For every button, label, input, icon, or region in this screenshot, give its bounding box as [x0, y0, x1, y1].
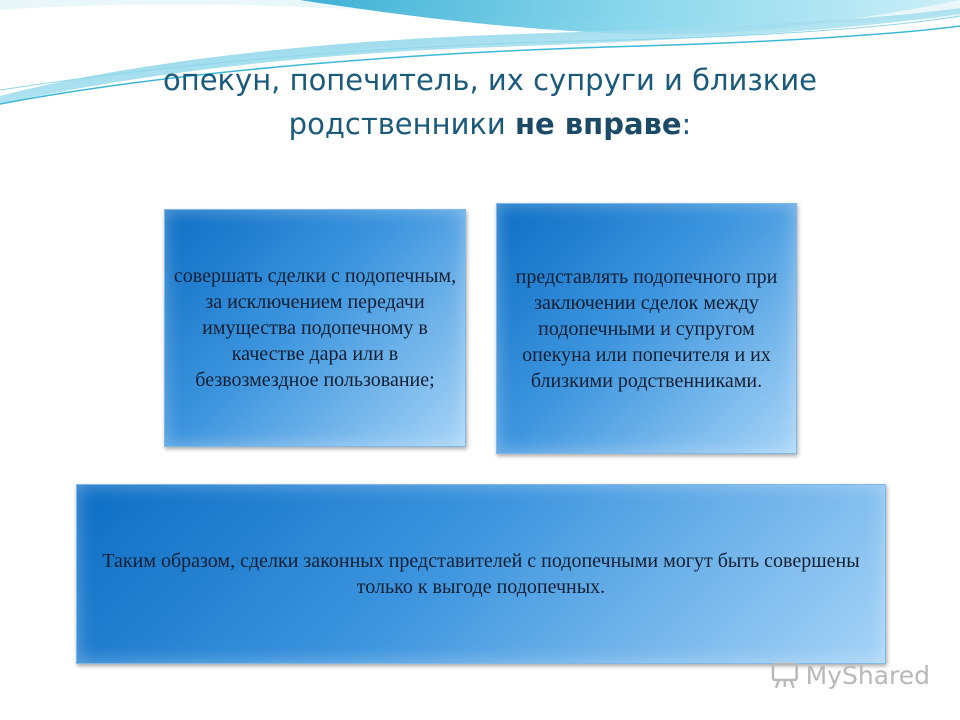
restriction-box-transactions-text: совершать сделки с подопечным, за исключением передачи имущества подопечному в качестве дара или в безвозмездное пользование; [173, 265, 457, 391]
title-text: опекун, попечитель, их супруги и близкие родственники [162, 63, 818, 141]
conclusion-box [76, 484, 886, 664]
title-emphasis: не вправе [515, 107, 682, 141]
title-colon: : [681, 107, 692, 141]
myshared-watermark [770, 658, 930, 692]
restriction-box-transactions [164, 209, 466, 447]
restriction-box-representation [496, 203, 797, 454]
presentation-board-icon [770, 660, 800, 690]
watermark-label: MyShared [805, 660, 930, 690]
slide-title [60, 58, 920, 146]
restriction-box-representation-text: представлять подопечного при заключении сделок между подопечными и супругом опекуна или попечителя и их близкими родственниками. [515, 265, 778, 392]
conclusion-box-text: Таким образом, сделки законных представителей с подопечными могут быть совершены только к выгоде подопечных. [102, 550, 860, 598]
